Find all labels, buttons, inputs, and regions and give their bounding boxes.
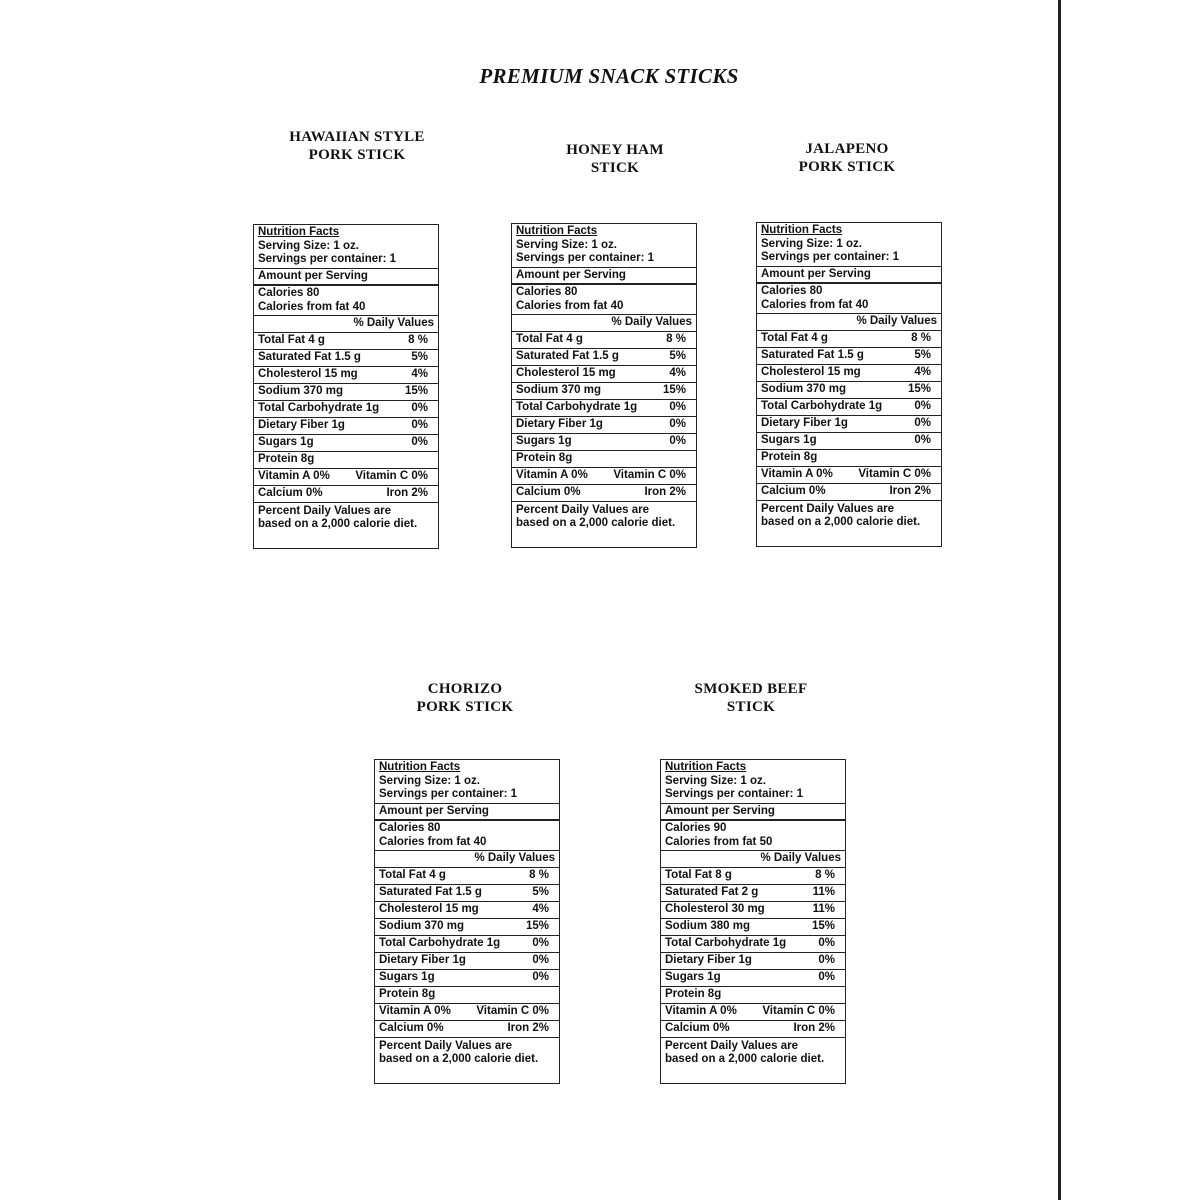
nutrient-row [512,332,696,349]
nutrient-label: Vitamin A 0% [379,1004,451,1017]
nutrient-value: 0% [669,400,686,413]
nutrient-value: 5% [669,349,686,362]
nutrient-value: 15% [525,919,549,932]
calories-from-fat: Calories from fat 40 [258,300,366,313]
footnote-line1: Percent Daily Values are [258,504,391,517]
nutrient-label: Protein 8g [761,450,818,463]
nutrient-label: Sodium 380 mg [665,919,750,932]
nutrient-row [254,367,438,384]
nutrient-value: 4% [914,365,931,378]
nutrient-label: Total Fat 4 g [516,332,583,345]
nutrition-card-jalapeno [756,222,942,547]
nutrient-row [512,451,696,468]
nutrient-row [512,468,696,485]
nutrient-value: 0% [411,401,428,414]
amount-per-serving: Amount per Serving [375,804,559,822]
nutrient-row [254,350,438,367]
nutrient-label: Sugars 1g [761,433,817,446]
nutrient-label: Total Carbohydrate 1g [258,401,380,414]
nutrient-label: Saturated Fat 2 g [665,885,759,898]
nutrient-label: Calcium 0% [516,485,581,498]
footnote [375,1038,559,1083]
calories: Calories 80 [258,287,320,299]
nutrient-label: Sugars 1g [258,435,314,448]
nutrient-value [835,988,841,1002]
nutrient-row [512,366,696,383]
nutrient-value: Iron 2% [386,486,428,499]
nutrient-label: Sodium 370 mg [761,382,846,395]
nutrient-row [757,467,941,484]
nutrient-row [254,469,438,486]
nutrient-label: Protein 8g [258,452,315,465]
page-edge-line [1058,0,1061,1200]
nutrient-value: Vitamin C 0% [762,1004,835,1017]
nutrient-value: 0% [532,936,549,949]
daily-values-header: % Daily Values [512,315,696,332]
calories: Calories 90 [665,822,727,834]
nutrient-row [375,987,559,1004]
nutrient-row [512,383,696,400]
nutrient-value: 0% [818,953,835,966]
nutrient-value: Iron 2% [889,484,931,497]
nutrient-label: Protein 8g [516,451,573,464]
nutrient-row [254,486,438,503]
nutrient-label: Vitamin A 0% [761,467,833,480]
nutrition-facts-heading: Nutrition Facts [516,225,598,237]
footnote [254,503,438,548]
nutrient-row [661,919,845,936]
calories-block [254,286,438,316]
nutrition-card-honey-ham [511,223,697,548]
nutrient-value: 0% [532,970,549,983]
nutrient-value: Iron 2% [507,1021,549,1034]
nutrient-row [254,401,438,418]
calories: Calories 80 [379,822,441,834]
serving-info [661,760,845,804]
page-title: PREMIUM SNACK STICKS [479,64,739,88]
product-name-line2: STICK [590,160,640,176]
nutrient-row [757,416,941,433]
product-name-line2: PORK STICK [308,147,406,163]
nutrient-value: 8 % [815,868,835,881]
serving-size: Serving Size: 1 oz. [516,238,617,251]
nutrient-row [661,885,845,902]
nutrient-row [375,970,559,987]
product-name-line2: PORK STICK [798,159,896,175]
nutrient-row [757,348,941,365]
serving-size: Serving Size: 1 oz. [258,239,359,252]
nutrient-label: Cholesterol 15 mg [761,365,861,378]
nutrient-label: Vitamin A 0% [258,469,330,482]
nutrition-card-hawaiian [253,224,439,549]
nutrient-label: Total Carbohydrate 1g [761,399,883,412]
calories-block [375,821,559,851]
nutrient-row [757,399,941,416]
nutrient-value: 15% [662,383,686,396]
nutrient-row [512,349,696,366]
nutrient-label: Cholesterol 30 mg [665,902,765,915]
nutrient-label: Saturated Fat 1.5 g [516,349,619,362]
nutrient-label: Dietary Fiber 1g [516,417,603,430]
nutrient-value [428,453,434,467]
daily-values-header: % Daily Values [661,851,845,868]
nutrient-label: Total Fat 4 g [258,333,325,346]
nutrient-row [254,384,438,401]
nutrient-row [661,868,845,885]
nutrient-row [661,1004,845,1021]
nutrient-row [661,953,845,970]
nutrient-value: 4% [532,902,549,915]
product-heading-honey-ham [495,141,735,177]
nutrient-value: 5% [411,350,428,363]
nutrient-row [254,418,438,435]
nutrient-label: Dietary Fiber 1g [665,953,752,966]
nutrient-row [757,382,941,399]
amount-per-serving: Amount per Serving [254,269,438,287]
nutrient-value: 8 % [666,332,686,345]
nutrient-label: Cholesterol 15 mg [516,366,616,379]
nutrient-label: Calcium 0% [258,486,323,499]
product-heading-jalapeno [727,140,967,176]
serving-info [757,223,941,267]
servings-per-container: Servings per container: 1 [665,788,804,800]
nutrient-row [375,1021,559,1038]
nutrient-row [375,953,559,970]
nutrition-card-smoked-beef [660,759,846,1084]
nutrient-value: 0% [818,936,835,949]
calories: Calories 80 [761,285,823,297]
product-name-line2: STICK [726,699,776,715]
serving-info [375,760,559,804]
footnote-line2: based on a 2,000 calorie diet. [665,1053,825,1065]
serving-size: Serving Size: 1 oz. [665,774,766,787]
calories-from-fat: Calories from fat 40 [516,299,624,312]
serving-info [512,224,696,268]
nutrient-value: 0% [669,434,686,447]
footnote [757,501,941,546]
nutrient-label: Calcium 0% [379,1021,444,1034]
nutrient-label: Sodium 370 mg [258,384,343,397]
calories-from-fat: Calories from fat 40 [761,298,869,311]
nutrient-label: Vitamin A 0% [516,468,588,481]
nutrient-row [757,433,941,450]
nutrient-row [375,936,559,953]
footnote [512,502,696,547]
nutrient-row [512,485,696,502]
footnote-line2: based on a 2,000 calorie diet. [258,518,418,530]
nutrient-value: 0% [914,433,931,446]
nutrient-label: Sugars 1g [516,434,572,447]
product-name-line2: PORK STICK [416,699,514,715]
nutrient-value: 0% [411,418,428,431]
nutrient-value: 0% [914,416,931,429]
nutrient-label: Saturated Fat 1.5 g [379,885,482,898]
nutrient-label: Dietary Fiber 1g [761,416,848,429]
nutrient-value: 0% [818,970,835,983]
nutrient-label: Total Carbohydrate 1g [665,936,787,949]
product-name-line1: JALAPENO [805,141,889,157]
nutrient-value: 4% [411,367,428,380]
nutrient-label: Protein 8g [665,987,722,1000]
nutrient-value: 8 % [408,333,428,346]
nutrient-row [512,434,696,451]
nutrient-value: 8 % [529,868,549,881]
nutrient-row [375,868,559,885]
calories-block [512,285,696,315]
nutrient-value: 5% [532,885,549,898]
footnote-line2: based on a 2,000 calorie diet. [516,517,676,529]
nutrient-value: 15% [811,919,835,932]
calories-from-fat: Calories from fat 40 [379,835,487,848]
product-name-line1: CHORIZO [427,681,503,697]
footnote-line1: Percent Daily Values are [379,1039,512,1052]
nutrient-row [661,987,845,1004]
nutrition-card-chorizo [374,759,560,1084]
nutrition-facts-heading: Nutrition Facts [258,226,340,238]
nutrition-facts-heading: Nutrition Facts [665,761,747,773]
nutrient-value: 4% [669,366,686,379]
nutrient-row [512,400,696,417]
product-heading-hawaiian [237,128,477,164]
nutrition-facts-heading: Nutrition Facts [761,224,843,236]
nutrient-value: 8 % [911,331,931,344]
product-name-line1: HAWAIIAN STYLE [289,129,425,145]
calories-block [661,821,845,851]
nutrient-value [549,988,555,1002]
nutrient-value: Iron 2% [793,1021,835,1034]
nutrient-row [375,919,559,936]
footnote-line1: Percent Daily Values are [665,1039,798,1052]
nutrient-row [254,452,438,469]
nutrient-value: 15% [907,382,931,395]
nutrient-row [757,484,941,501]
amount-per-serving: Amount per Serving [661,804,845,822]
product-name-line1: HONEY HAM [566,142,664,158]
calories: Calories 80 [516,286,578,298]
nutrient-row [661,902,845,919]
serving-size: Serving Size: 1 oz. [761,237,862,250]
nutrient-value: 0% [532,953,549,966]
nutrient-label: Sodium 370 mg [516,383,601,396]
nutrient-row [375,885,559,902]
product-name-line1: SMOKED BEEF [694,681,808,697]
amount-per-serving: Amount per Serving [512,268,696,286]
servings-per-container: Servings per container: 1 [379,788,518,800]
nutrient-label: Cholesterol 15 mg [258,367,358,380]
footnote-line1: Percent Daily Values are [516,503,649,516]
serving-size: Serving Size: 1 oz. [379,774,480,787]
calories-block [757,284,941,314]
nutrient-label: Sugars 1g [665,970,721,983]
nutrient-value: Iron 2% [644,485,686,498]
nutrient-label: Calcium 0% [761,484,826,497]
daily-values-header: % Daily Values [375,851,559,868]
daily-values-header: % Daily Values [254,316,438,333]
nutrient-row [375,902,559,919]
nutrient-label: Saturated Fat 1.5 g [761,348,864,361]
nutrient-label: Calcium 0% [665,1021,730,1034]
servings-per-container: Servings per container: 1 [761,251,900,263]
daily-values-header: % Daily Values [757,314,941,331]
nutrient-row [757,331,941,348]
nutrient-row [254,435,438,452]
nutrient-value: Vitamin C 0% [355,469,428,482]
nutrient-row [661,1021,845,1038]
nutrient-label: Total Fat 4 g [761,331,828,344]
nutrient-value: 15% [404,384,428,397]
footnote-line2: based on a 2,000 calorie diet. [379,1053,539,1065]
product-heading-chorizo [345,680,585,716]
nutrient-label: Total Fat 8 g [665,868,732,881]
footnote-line1: Percent Daily Values are [761,502,894,515]
nutrient-label: Cholesterol 15 mg [379,902,479,915]
nutrient-label: Protein 8g [379,987,436,1000]
product-heading-smoked-beef [631,680,871,716]
nutrient-row [512,417,696,434]
nutrient-value: Vitamin C 0% [858,467,931,480]
nutrient-label: Total Carbohydrate 1g [379,936,501,949]
nutrient-row [254,333,438,350]
nutrient-label: Dietary Fiber 1g [258,418,345,431]
nutrient-label: Saturated Fat 1.5 g [258,350,361,363]
footnote-line2: based on a 2,000 calorie diet. [761,516,921,528]
servings-per-container: Servings per container: 1 [516,252,655,264]
amount-per-serving: Amount per Serving [757,267,941,285]
nutrient-value: Vitamin C 0% [613,468,686,481]
nutrient-label: Total Fat 4 g [379,868,446,881]
nutrient-label: Sodium 370 mg [379,919,464,932]
serving-info [254,225,438,269]
nutrient-value: 11% [812,885,835,898]
nutrient-value [931,451,937,465]
nutrient-label: Sugars 1g [379,970,435,983]
nutrient-value [686,452,692,466]
nutrient-row [661,936,845,953]
nutrient-row [757,365,941,382]
nutrient-label: Total Carbohydrate 1g [516,400,638,413]
nutrient-value: 11% [812,902,835,915]
nutrient-row [375,1004,559,1021]
nutrient-label: Vitamin A 0% [665,1004,737,1017]
nutrient-value: 0% [914,399,931,412]
nutrient-row [757,450,941,467]
nutrient-row [661,970,845,987]
nutrient-value: 0% [669,417,686,430]
nutrient-value: 0% [411,435,428,448]
servings-per-container: Servings per container: 1 [258,253,397,265]
calories-from-fat: Calories from fat 50 [665,835,773,848]
footnote [661,1038,845,1083]
nutrient-label: Dietary Fiber 1g [379,953,466,966]
nutrient-value: 5% [914,348,931,361]
nutrient-value: Vitamin C 0% [476,1004,549,1017]
nutrition-facts-heading: Nutrition Facts [379,761,461,773]
